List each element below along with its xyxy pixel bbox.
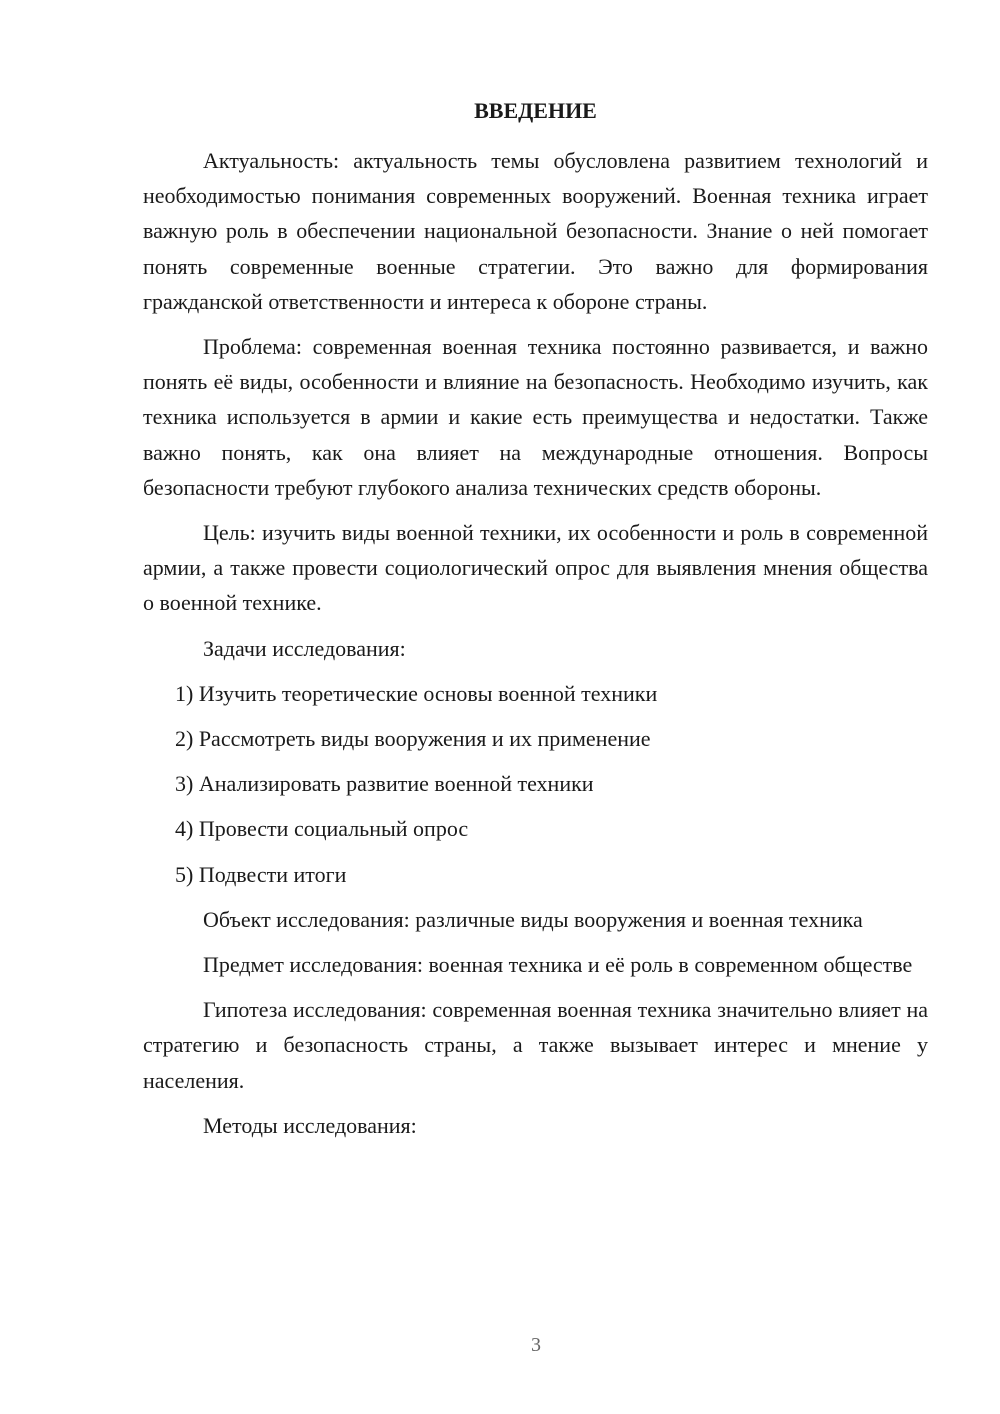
list-item: 5) Подвести итоги xyxy=(175,861,347,887)
hypothesis-paragraph: Гипотеза исследования: современная военная техника значительно влияет на стратегию и безопасность страны, а также вызывает интерес и мнение у населения. xyxy=(143,997,928,1093)
goal-paragraph: Цель: изучить виды военной техники, их особенности и роль в современной армии, а также провести социологический опрос для выявления мнения общества о военной технике. xyxy=(143,520,928,616)
relevance-paragraph: Актуальность: актуальность темы обусловлена развитием технологий и необходимостью понимания современных вооружений. Военная техника играет важную роль в обеспечении национальной безопасности. Знание о ней помогает понять современные военные стратегии. Это важно для формирования гражданской ответственности и интереса к обороне страны. xyxy=(143,148,928,314)
list-item: 3) Анализировать развитие военной техники xyxy=(175,771,594,797)
list-item: 4) Провести социальный опрос xyxy=(175,816,469,842)
tasks-list xyxy=(143,676,928,892)
methods-heading: Методы исследования: xyxy=(203,1112,417,1138)
tasks-heading: Задачи исследования: xyxy=(203,635,406,661)
page-title: ВВЕДЕНИЕ xyxy=(474,98,597,123)
subject-paragraph: Предмет исследования: военная техника и её роль в современном обществе xyxy=(203,952,913,978)
object-paragraph: Объект исследования: различные виды вооружения и военная техника xyxy=(203,906,863,932)
document-body xyxy=(143,143,928,1153)
page-number: 3 xyxy=(531,1334,541,1356)
list-item: 1) Изучить теоретические основы военной техники xyxy=(175,680,658,706)
problem-paragraph: Проблема: современная военная техника постоянно развивается, и важно понять её виды, особенности и влияние на безопасность. Необходимо изучить, как техника используется в армии и какие есть преимущества и недостатки. Также важно понять, как она влияет на международные отношения. Вопросы безопасности требуют глубокого анализа технических средств обороны. xyxy=(143,334,928,500)
list-item: 2) Рассмотреть виды вооружения и их применение xyxy=(175,726,651,752)
